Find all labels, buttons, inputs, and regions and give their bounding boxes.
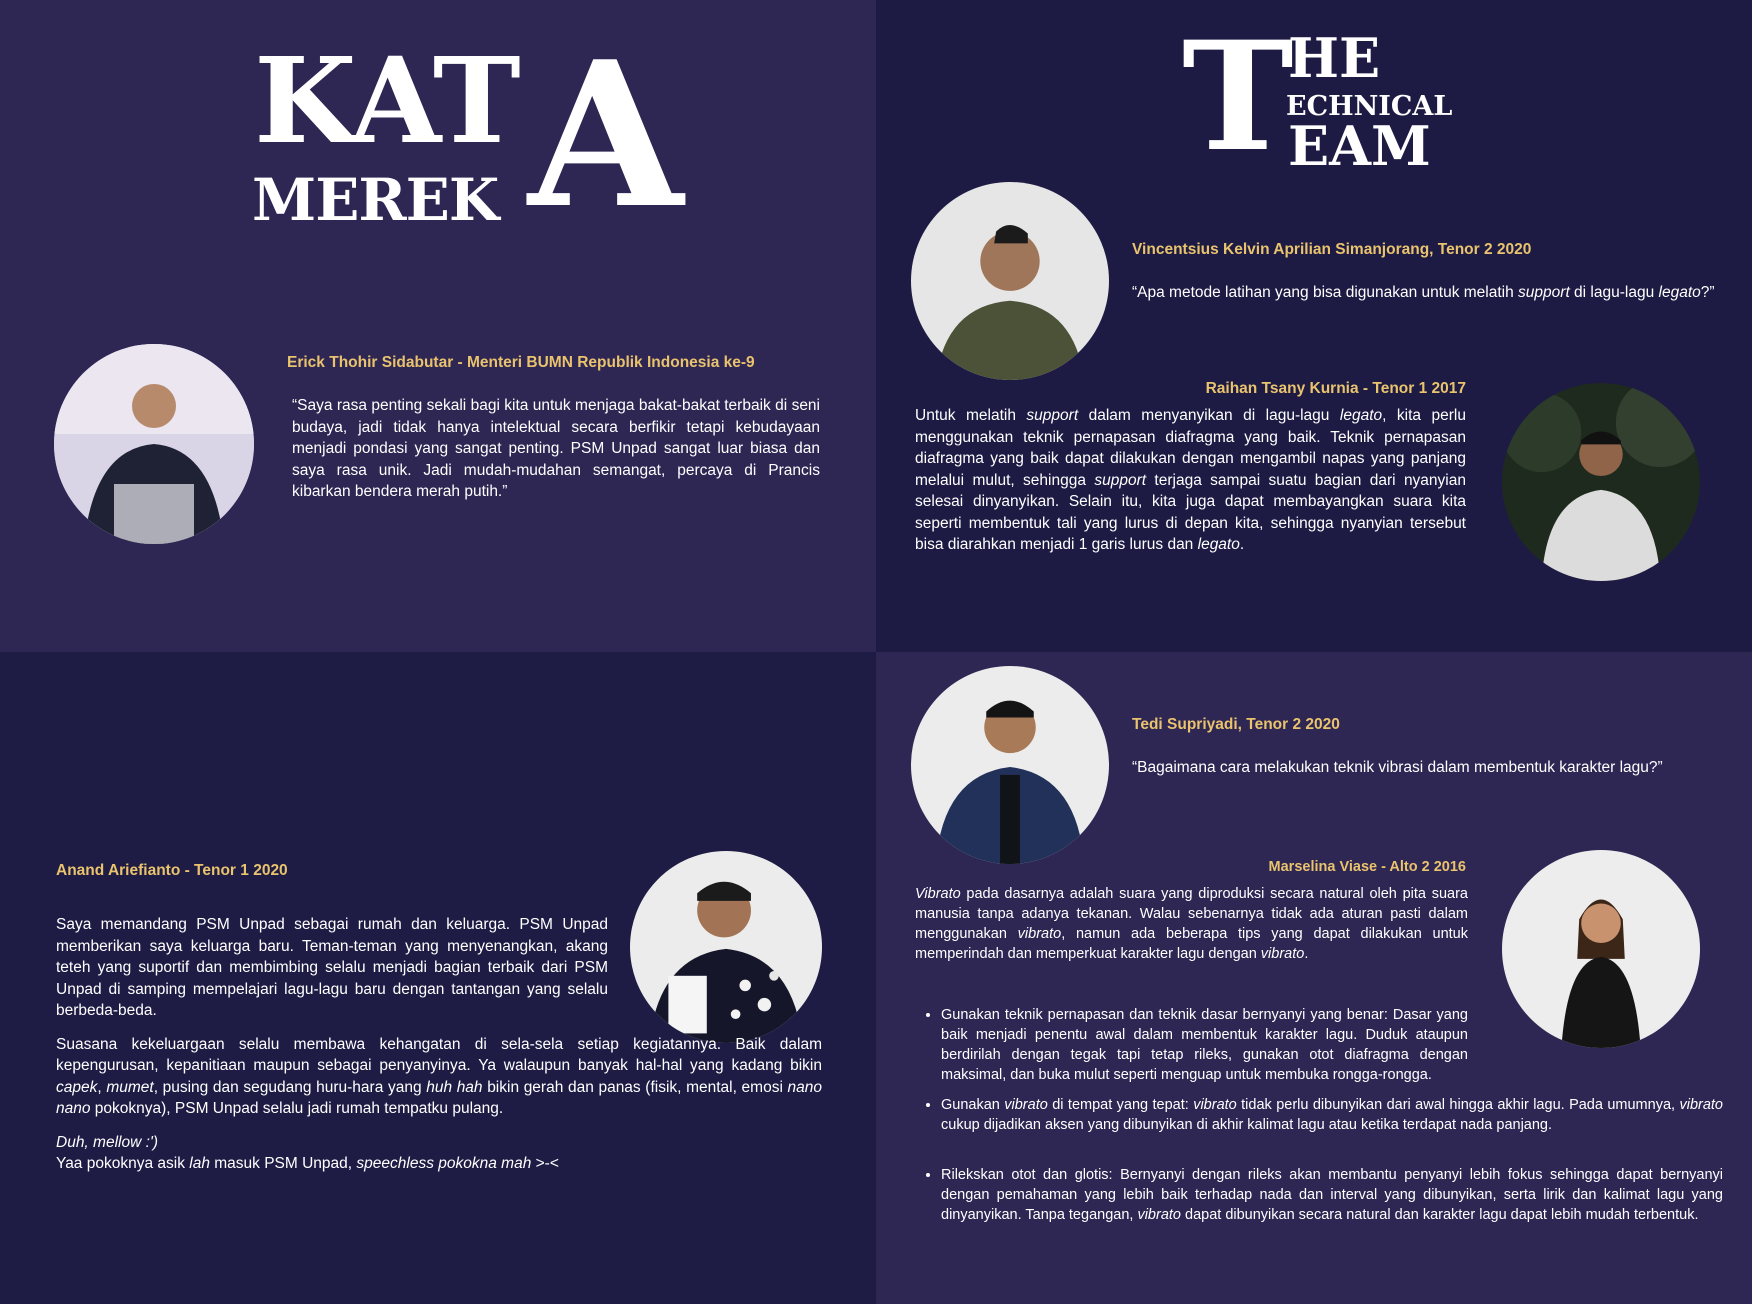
kata-mereka-panel — [0, 0, 876, 652]
person-icon — [1502, 383, 1700, 581]
marselina-answer: Vibrato pada dasarnya adalah suara yang diproduksi secara natural oleh pita suara manusia tanpa adanya tekanan. Walau sebenarnya tidak ada aturan pasti dalam menggunakan vibrato, namun ada beberapa tips yang dapat dilakukan untuk memperindah dan memperkuat karakter lagu dengan vibrato. — [915, 886, 1469, 962]
tip-item: • Rilekskan otot dan glotis: Bernyanyi dengan rileks akan membantu penyanyi lebih fokus sehingga dapat bernyanyi dengan pemahaman yang lebih baik terhadap nada dan interval yang dibunyikan, serta lirik dan kalimat lagu yang dinyanyikan. Tanpa tegangan, vibrato dapat dibunyikan secara natural dan karakter lagu dapat lebih mudah terbentuk. — [941, 1165, 1723, 1225]
vincentsius-question: “Apa metode latihan yang bisa digunakan untuk melatih support di lagu-lagu legato?” — [1132, 284, 1715, 301]
raihan-photo — [1502, 383, 1700, 581]
person-icon — [911, 182, 1109, 380]
tedi-name: Tedi Supriyadi, Tenor 2 2020 — [1132, 716, 1340, 733]
erick-photo — [54, 344, 254, 544]
erick-quote: “Saya rasa penting sekali bagi kita untuk menjaga bakat-bakat terbaik di seni budaya, jadi tidak hanya intelektual secara berfikir tetapi kebudayaan menjadi pondasi yang sangat penting. PSM Unpad sangat luar biasa dan saya rasa unik. Jadi mudah-mudahan semangat, percaya di Prancis kibarkan bendera merah putih.” — [292, 397, 820, 500]
anand-name: Anand Ariefianto - Tenor 1 2020 — [56, 862, 288, 879]
person-icon — [54, 344, 254, 544]
title-he: HE — [1288, 26, 1381, 90]
technical-team-panel — [876, 0, 1752, 652]
title-a: A — [528, 18, 684, 253]
raihan-answer: Untuk melatih support dalam menyanyikan di lagu-lagu legato, kita perlu menggunakan teknik pernapasan diafragma yang baik. Teknik pernapasan diafragma yang baik dapat dilakukan dengan mengambil napas yang panjang melalui mulut, sehingga support terjaga sampai suatu bagian dari nyanyian selesai dinyanyikan. Selain itu, kita juga dapat membayangkan suara kita seperti membentuk tali yang lurus di depan kita, sehingga nyanyian tersebut bisa diarahkan menjadi 1 garis lurus dan legato. — [915, 407, 1466, 553]
tip-item: • Gunakan teknik pernapasan dan teknik dasar bernyanyi yang benar: Dasar yang baik menjadi penentu awal dalam membentuk karakter lagu. Duduk ataupun berdirilah dengan tegak tapi tetap rileks, gunakan otot diafragma dengan maksimal, dan buka mulut seperti menguap untuk membuka rongga-rongga. — [941, 1005, 1468, 1085]
tedi-photo — [911, 666, 1109, 864]
raihan-name: Raihan Tsany Kurnia - Tenor 1 2017 — [1205, 380, 1466, 397]
anand-text — [56, 914, 822, 1187]
title-t: T — [1182, 9, 1294, 185]
vibrato-panel — [876, 652, 1752, 1304]
person-icon — [911, 666, 1109, 864]
title-kata: KAT — [254, 31, 519, 170]
vibrato-tips — [915, 1005, 1723, 1235]
vincentsius-name: Vincentsius Kelvin Aprilian Simanjorang, Tenor 2 2020 — [1132, 241, 1532, 258]
vincentsius-photo — [911, 182, 1109, 380]
tedi-question: “Bagaimana cara melakukan teknik vibrasi dalam membentuk karakter lagu?” — [1132, 759, 1663, 776]
tips-list — [915, 1005, 1723, 1225]
title-merek: MEREK — [252, 166, 499, 234]
erick-name: Erick Thohir Sidabutar - Menteri BUMN Republik Indonesia ke-9 — [287, 354, 755, 371]
tip-item: • Gunakan vibrato di tempat yang tepat: vibrato tidak perlu dibunyikan dari awal hingga akhir lagu. Pada umumnya, vibrato cukup dijadikan aksen yang dibunyikan di akhir kalimat lagu atau ketika terdapat nada panjang. — [941, 1095, 1723, 1135]
anand-p3: Duh, mellow :') Yaa pokoknya asik lah masuk PSM Unpad, speechless pokokna mah >-< — [56, 1133, 559, 1172]
anand-p1: Saya memandang PSM Unpad sebagai rumah dan keluarga. PSM Unpad memberikan saya keluarga baru. Teman-teman yang menyenangkan, akang teteh yang suportif dan membimbing selalu menjadi bagian terbaik dari PSM Unpad di samping mempelajari lagu-lagu baru dengan tantangan yang selalu berbeda-beda. — [56, 916, 608, 1019]
anand-panel — [0, 652, 876, 1304]
title-echnical: ECHNICAL — [1286, 91, 1453, 122]
marselina-name: Marselina Viase - Alto 2 2016 — [1268, 859, 1466, 875]
title-eam: EAM — [1288, 114, 1431, 178]
anand-p2: Suasana kekeluargaan selalu membawa kehangatan di sela-sela setiap kegiatannya. Baik dalam kepengurusan, kepanitiaan maupun sebagai penyanyinya. Ya walaupun banyak hal-hal yang kadang bikin capek, mumet, pusing dan segudang huru-hara yang huh hah bikin gerah dan panas (fisik, mental, emosi nano nano pokoknya), PSM Unpad selalu jadi rumah tempatku pulang. — [56, 1035, 823, 1117]
